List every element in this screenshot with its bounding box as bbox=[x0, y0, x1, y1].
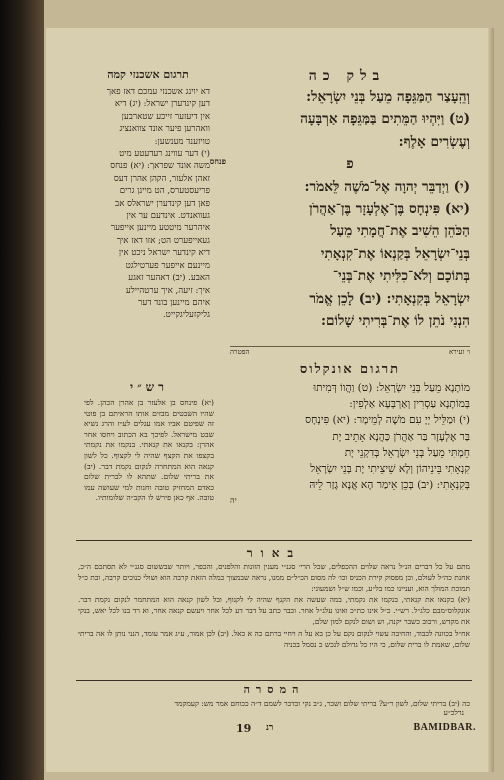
yiddish-line: מיינעם אייפער פערטילגט bbox=[125, 260, 210, 271]
rashi-header: רש״י bbox=[129, 380, 169, 394]
onkelos-header: תרגום אונקלוס bbox=[299, 362, 401, 377]
torah-verse-line: (י) וַיְדַבֵּר יְהוָה אֶל־מֹשֶׁה לֵּאמֹר: bbox=[304, 178, 470, 195]
torah-verse-line: (ט) וַיִּהְיוּ הַמֵּתִים בַּמַּגֵּפָה אַרְבָּעָה bbox=[300, 111, 470, 128]
divider bbox=[76, 680, 472, 681]
yiddish-line: אין דיעזער זייכע שטארבען bbox=[121, 111, 210, 122]
rashi-commentary: (יא) פינחס בן אלעזר בן אהרן הכהן. לפי שהיו השבטים מבזים אותו הראיתם בן פוטי זה שפיטם אביו אמו עגלים לע״ז והרג נשיא שבט מישראל. לפיכך בא הכתוב ויחסו אחר אהרן: בקנאו את קנאתי. בנקמו את נקמתי בקצפו את הקצף שהיה לי לקצוף. כל לשון קנאה הוא המתחרה לנקום נקמת דבר. (יב) את בריתי שלום. שתהא לו לברית שלום כאדם המחזיק טובה וחנות למי שעושה עמו טובה. אף כאן פירש לו הקב״ה שלומותיו. bbox=[84, 398, 214, 503]
yiddish-line: וואהרען פיער אונד צוואנציג bbox=[119, 124, 210, 135]
yiddish-translation bbox=[84, 86, 210, 322]
torah-verse-line: הִנְנִי נֹתֵן לוֹ אֶת־בְּרִיתִי שָׁלוֹם: bbox=[320, 313, 470, 330]
torah-text bbox=[230, 86, 470, 332]
signature-mark: נרלכ״ע bbox=[443, 708, 464, 717]
yiddish-line: טויזענד מענשען: bbox=[154, 136, 210, 147]
yiddish-line: משה אונד שפראך: (יא) פנחס bbox=[110, 161, 210, 172]
yiddish-line: (י) דער עווינג רעדעטע מיט bbox=[119, 149, 210, 160]
onkelos-line: מוֹתָנָא מֵעַל בְּנֵי יִשְׂרָאֵל: (ט) וַהֲווֹ דְּמִיתוּ bbox=[313, 382, 470, 394]
biur-commentary bbox=[78, 562, 470, 651]
torah-verse-line: (יא) פִּינְחָס בֶּן־אֶלְעָזָר בֶּן־אַהֲרֹן bbox=[309, 201, 470, 218]
yiddish-line: איך: זיעה, איך ערטהיילע bbox=[125, 285, 210, 296]
onkelos-line: בְּקִנְאָתִי: (יב) בְּכֵן אֵימַר הָא אֲנָא גָזַר לֵיהּ bbox=[309, 479, 470, 492]
yiddish-line: געוואנדט. אינדעם ער אין bbox=[126, 211, 210, 222]
page-number: 19 bbox=[236, 722, 252, 735]
page-edge bbox=[488, 28, 494, 772]
yiddish-line: דא יוינג אשכנזי עמכם דאז פאך bbox=[106, 87, 210, 97]
yiddish-line: דען קינדערן ישראל: (יג) דיא bbox=[114, 99, 210, 110]
biur-header: באור bbox=[246, 546, 302, 560]
onkelos-text bbox=[230, 380, 470, 510]
book-spine bbox=[0, 0, 44, 780]
masoret-header: המסרה bbox=[243, 683, 305, 696]
torah-verse-line: פ bbox=[346, 156, 354, 173]
masoret-text: כה (יב) בריתי שלום, לשון ר״ע? בריתי שלום ושכר, ג״ב נקי וכדכר לשמם ד״ה ככוחם אמר מש: קעמקמד bbox=[174, 699, 470, 708]
biur-paragraph: אח״ל בכוונה לכבוד, והחיבה עשוי לנקום נקם על כן בא על ה ויחיי ברתם כה א כאל. (יב) לכן אמור, ע״ג אמר עומד, הנני נותן לו אה בריתי שלום, שאמת לו ברית שלום, כי היו כל גדולם לנכש כ נסמל בכניה bbox=[78, 628, 470, 649]
side-note: פנחס bbox=[209, 156, 226, 166]
yiddish-line: גליקזעליגקייט. bbox=[162, 310, 210, 321]
torah-verse-line: בְּתוֹכָם וְלֹא־כִלִּיתִי אֶת־בְּנֵי־ bbox=[332, 268, 470, 285]
torah-verse-line: וְעֶשְׂרִים אָלֶף: bbox=[398, 133, 470, 150]
torah-verse-line: וְהֵֽעָצַר הַמַּגֵּפָה מֵעַל בְּנֵי יִשְׂרָאֵל: bbox=[306, 89, 470, 105]
onkelos-line: (י) וּמַלֵּיל יְיָ עִם מֹשֶׁה לְמֵימָר: (יא) פִּינְחָס bbox=[305, 414, 470, 427]
yiddish-line: איהם מיינען בונד דער bbox=[138, 297, 210, 308]
footnote-note: ו׳ זעירא bbox=[448, 348, 470, 356]
yiddish-header: תרגום אשכנזי קמה bbox=[107, 68, 189, 81]
onkelos-line: קִנְאָתִי בֵּינֵיהוֹן וְלָא שֵׁיצֵיתִי יָת בְּנֵי יִשְׂרָאֵל bbox=[310, 463, 470, 476]
onkelos-line: בַּר אֶלְעָזָר בַּר אַהֲרֹן כַּהֲנָא אָתֵיב יָת bbox=[332, 430, 470, 443]
biur-paragraph: (יא) בקנאו את קנאתי, בנקמו את נקמתי, במה שעשה את הקנף שהיה לי לקנוף, ובל לשון קנאה הוא המתחמר לנקום נקמת דבר. אונקלוס״מבם כלג״ל. רש״י. כ״ל אינו כת״כ ואינו עלג״ל אחר. וכבר כתב על דבר דע לכל אחר ויעשם קנאה אחר, וא רד בנו לכל יאש, בנקי את מקדש, ורבוב כשבר יקנה, וש ושום לנקם למון שלם, bbox=[78, 595, 470, 626]
yiddish-line: פריעסטערס, הט מיינן גרים bbox=[119, 186, 210, 197]
yiddish-line: דיא קינדער ישראל ניכט אין bbox=[118, 248, 210, 259]
torah-footnote bbox=[230, 346, 470, 356]
book-page bbox=[46, 28, 494, 772]
parsha-heading: בלק כה bbox=[308, 68, 386, 84]
torah-verse-line: יִשְׂרָאֵל בְּקִנְאָתִי: (יב) לָכֵן אֱמֹר bbox=[309, 290, 470, 307]
onkelos-catchword: יה bbox=[230, 496, 237, 506]
onkelos-line: חֵמְתִּי מֵעַל בְּנֵי יִשְׂרָאֵל בְּדִקְנֵי יָת bbox=[344, 446, 470, 459]
yiddish-line: געאייפערט הט; אזו דאז איך bbox=[116, 235, 210, 246]
divider bbox=[76, 540, 472, 541]
yiddish-line: איהרער מיטטע מיינען אייפער bbox=[110, 223, 210, 234]
yiddish-line: פאן דען קינדערן ישראלס אב bbox=[115, 198, 210, 209]
book-title: BAMIDBAR. bbox=[413, 722, 476, 733]
hebrew-page-ref: רנ bbox=[266, 723, 274, 733]
footnote-haftarah: הפטרה bbox=[230, 348, 250, 356]
torah-verse-line: הַכֹּהֵן הֵשִׁיב אֶת־חֲמָתִי מֵעַל bbox=[330, 223, 470, 240]
onkelos-line: בְּמוֹתָנָא עַסְרִין וְאַרְבְּעָא אַלְפִין: bbox=[349, 398, 470, 411]
yiddish-line: זאהן אלעזר, הקהן אהרן דעס bbox=[113, 173, 210, 184]
yiddish-line: האבע. (יב) דאהער זאגע bbox=[128, 273, 210, 284]
torah-verse-line: בְּנֵי־יִשְׂרָאֵל בְּקַנְאוֹ אֶת־קִנְאָתִי bbox=[320, 245, 470, 262]
biur-paragraph: מתם על כל דברים הנ״ל נראה שלוים ההכפלים, שכל הרי׳ סגנ״י מענין הזונות והלפניס, והכפר, ויותר שבששום סגנ״י לא תסתכם ה״כ, אחנת כה״ל לעולם, וכן מפסוק קירת הכניס וכו׳ לה מסום הכ״ל״ם ממנו, נראה שבמצוך כמלה הזאת קרבה הוא ושולי כנוכים קרבה, ובת כ״ל תמוכת המולך הוא, ועניינו כמו בל״ע, וכמו ש״ל ושמעוני: bbox=[78, 562, 470, 593]
